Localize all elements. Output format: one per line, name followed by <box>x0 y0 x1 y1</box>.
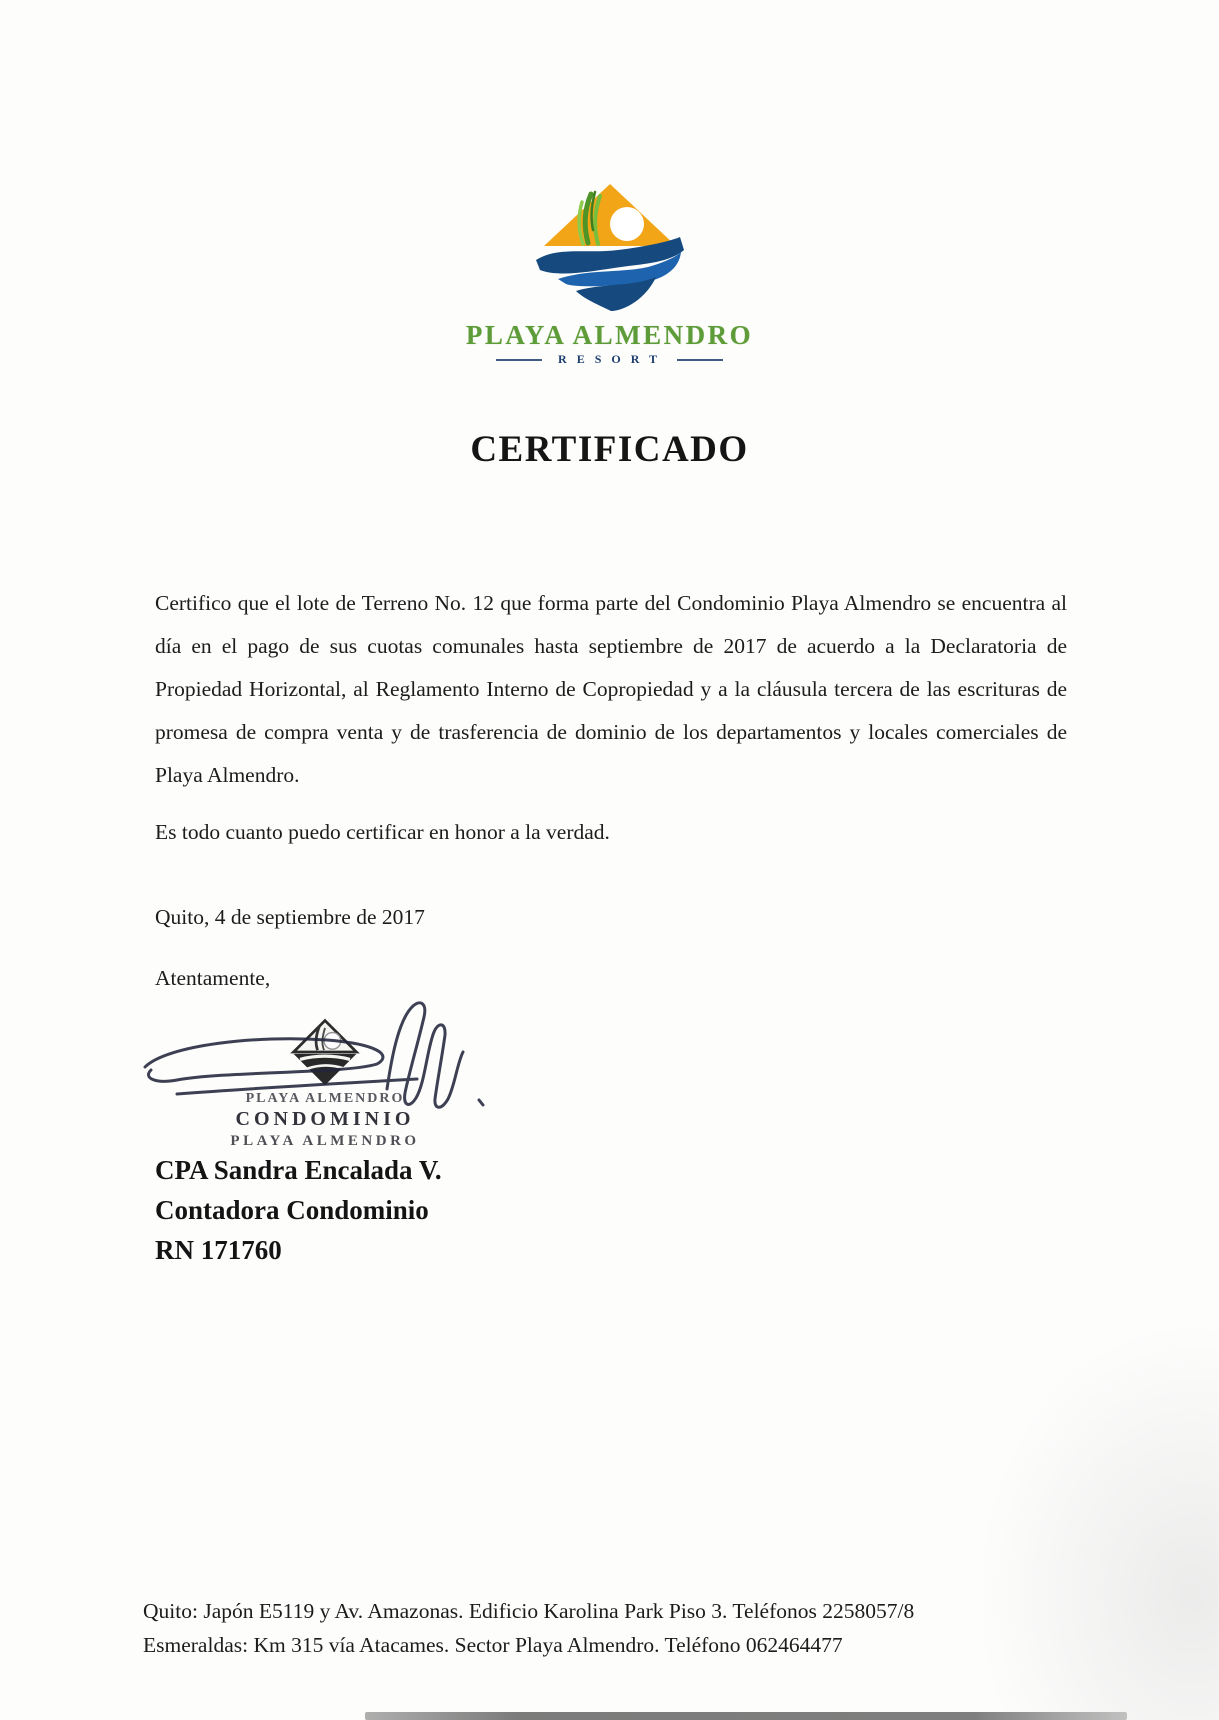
scan-edge-artifact <box>365 1712 1127 1720</box>
signatory-block <box>155 1150 442 1270</box>
stamp-text-playa-almendro: PLAYA ALMENDRO <box>245 1091 405 1106</box>
signatory-role: Contadora Condominio <box>155 1195 429 1225</box>
footer-addresses <box>143 1594 1103 1662</box>
stamp-text-condominio: CONDOMINIO <box>235 1108 415 1130</box>
attestation-line: Es todo cuanto puedo certificar en honor a la verdad. <box>155 820 610 844</box>
stamp-text-playa-almendro-2: PLAYA ALMENDRO <box>230 1133 420 1149</box>
handwritten-signature <box>135 995 505 1130</box>
signatory-name: CPA Sandra Encalada V. <box>155 1155 442 1185</box>
right-rule <box>677 359 723 361</box>
closing-line: Atentamente, <box>155 966 271 990</box>
footer-address-quito: Quito: Japón E5119 y Av. Amazonas. Edificio Karolina Park Piso 3. Teléfonos 2258057/8 <box>143 1599 915 1623</box>
certification-paragraph: Certifico que el lote de Terreno No. 12 que forma parte del Condominio Playa Almendro se encuentra al día en el pago de sus cuotas comunales hasta septiembre de 2017 de acuerdo a la Declaratoria de Propiedad Horizontal, al Reglamento Interno de Copropiedad y a la cláusula tercera de las escrituras de promesa de compra venta y de trasferencia de dominio de los departamentos y locales comerciales de Playa Almendro. <box>155 590 1067 787</box>
logo-wordmark: PLAYA ALMENDRO <box>465 320 754 350</box>
playa-almendro-logo-icon <box>528 180 692 314</box>
date-line: Quito, 4 de septiembre de 2017 <box>155 905 425 929</box>
footer-address-esmeraldas: Esmeraldas: Km 315 vía Atacames. Sector Playa Almendro. Teléfono 062464477 <box>143 1633 843 1657</box>
logo-subtitle: RESORT <box>558 352 667 366</box>
logo-resort-row <box>496 352 723 367</box>
signature-area <box>135 995 555 1170</box>
left-rule <box>496 359 542 361</box>
resort-logo <box>0 180 1219 367</box>
signatory-registry: RN 171760 <box>155 1235 282 1265</box>
document-title: CERTIFICADO <box>470 429 749 470</box>
